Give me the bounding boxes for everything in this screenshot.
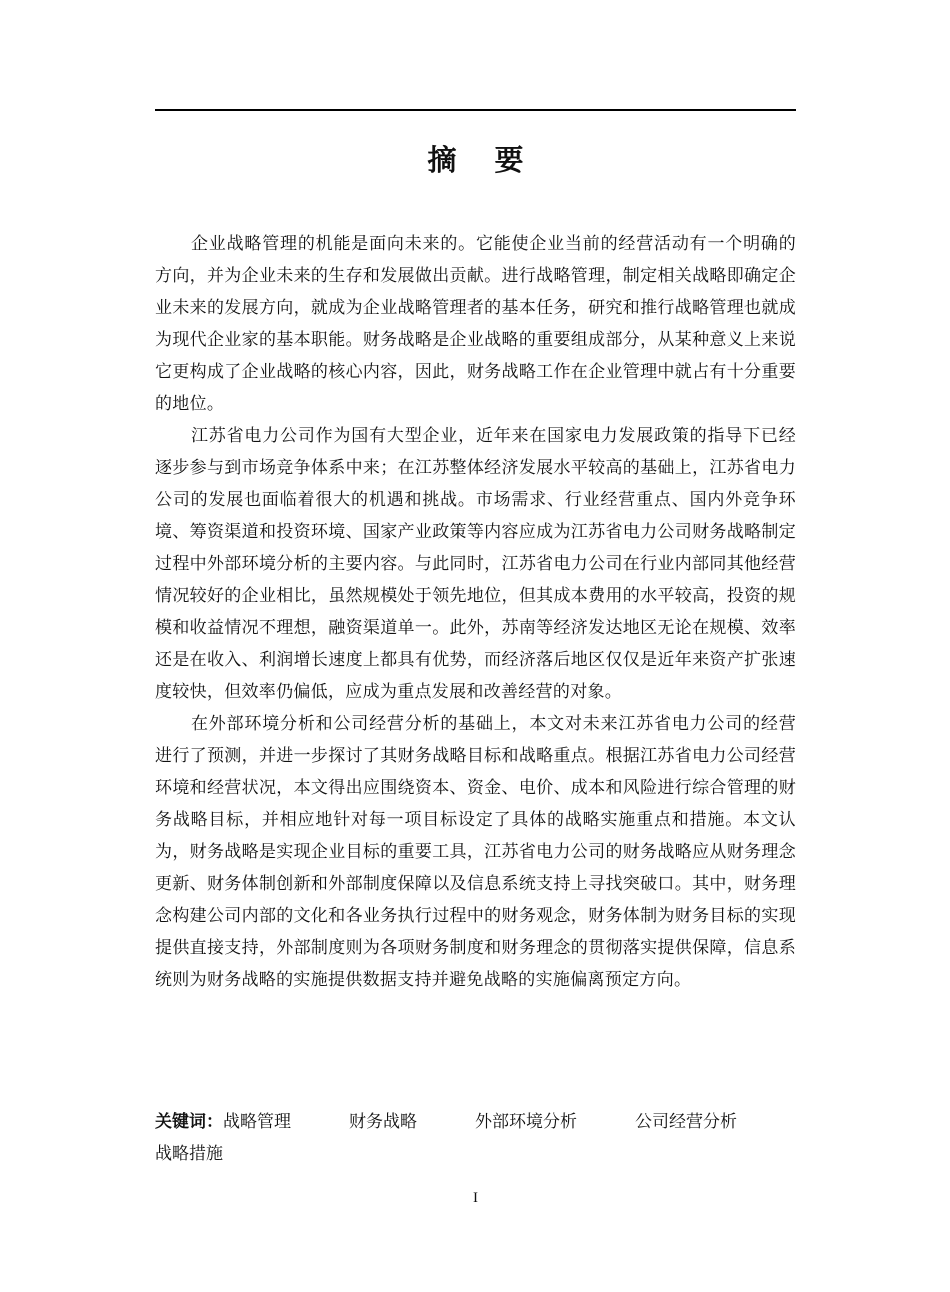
abstract-body [155,228,796,996]
keyword-item: 外部环境分析 [475,1112,577,1132]
keyword-item: 财务战略 [349,1112,417,1132]
paragraph-1: 企业战略管理的机能是面向未来的。它能使企业当前的经营活动有一个明确的方向，并为企业未来的生存和发展做出贡献。进行战略管理，制定相关战略即确定企业未来的发展方向，就成为企业战略管理者的基本任务，研究和推行战略管理也就成为现代企业家的基本职能。财务战略是企业战略的重要组成部分，从某种意义上来说它更构成了企业战略的核心内容，因此，财务战略工作在企业管理中就占有十分重要的地位。 [155,234,796,414]
paragraph-3: 在外部环境分析和公司经营分析的基础上，本文对未来江苏省电力公司的经营进行了预测，并进一步探讨了其财务战略目标和战略重点。根据江苏省电力公司经营环境和经营状况，本文得出应围绕资本、资金、电价、成本和风险进行综合管理的财务战略目标，并相应地针对每一项目标设定了具体的战略实施重点和措施。本文认为，财务战略是实现企业目标的重要工具，江苏省电力公司的财务战略应从财务理念更新、财务体制创新和外部制度保障以及信息系统支持上寻找突破口。其中，财务理念构建公司内部的文化和各业务执行过程中的财务观念，财务体制为财务目标的实现提供直接支持，外部制度则为各项财务制度和财务理念的贯彻落实提供保障，信息系统则为财务战略的实施提供数据支持并避免战略的实施偏离预定方向。 [155,714,796,990]
page-number: I [473,1190,478,1206]
keywords-label: 关键词： [155,1112,223,1132]
page-title: 摘要 [427,143,562,177]
header-rule [155,109,796,111]
paragraph-2: 江苏省电力公司作为国有大型企业，近年来在国家电力发展政策的指导下已经逐步参与到市场竞争体系中来；在江苏整体经济发展水平较高的基础上，江苏省电力公司的发展也面临着很大的机遇和挑战。市场需求、行业经营重点、国内外竞争环境、筹资渠道和投资环境、国家产业政策等内容应成为江苏省电力公司财务战略制定过程中外部环境分析的主要内容。与此同时，江苏省电力公司在行业内部同其他经营情况较好的企业相比，虽然规模处于领先地位，但其成本费用的水平较高，投资的规模和收益情况不理想，融资渠道单一。此外，苏南等经济发达地区无论在规模、效率还是在收入、利润增长速度上都具有优势，而经济落后地区仅仅是近年来资产扩张速度较快，但效率仍偏低，应成为重点发展和改善经营的对象。 [155,426,796,702]
keyword-item: 公司经营分析 [635,1112,737,1132]
keyword-item: 战略措施 [155,1144,223,1164]
keywords-section [155,1106,796,1170]
keyword-item: 战略管理 [223,1112,291,1132]
